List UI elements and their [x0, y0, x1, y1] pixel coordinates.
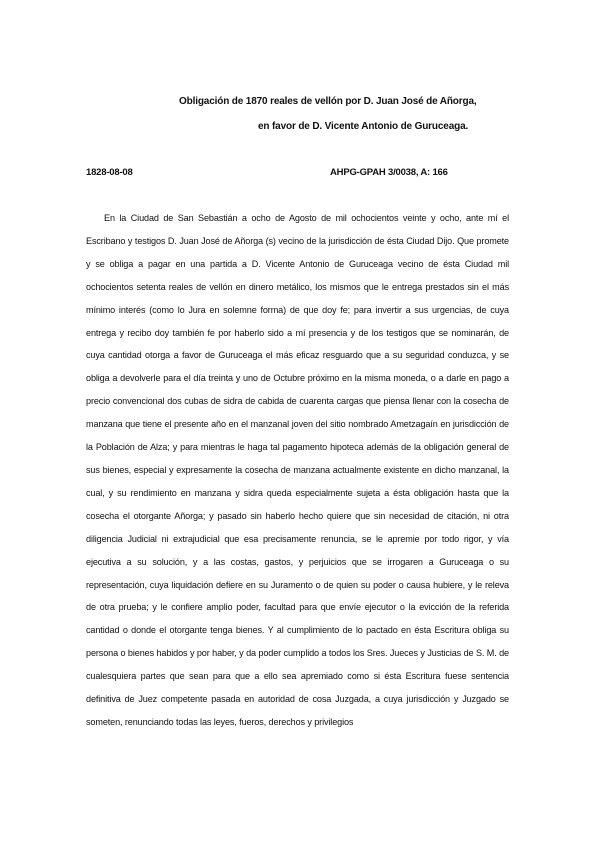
- document-title-line-2: en favor de D. Vicente Antonio de Guruceaga.: [258, 121, 469, 132]
- document-title-line-1: Obligación de 1870 reales de vellón por D. Juan José de Añorga,: [179, 96, 477, 107]
- archive-reference: AHPG-GPAH 3/0038, A: 166: [330, 167, 448, 178]
- document-date: 1828-08-08: [86, 167, 133, 178]
- document-body-paragraph: En la Ciudad de San Sebastián a ocho de Agosto de mil ochocientos veinte y ocho, ante mí el Escribano y testigos D. Juan José de Añorga (s) vecino de la jurisdicción de ésta Ciudad Dijo. Que promete y se obliga a pagar en una partida a D. Vicente Antonio de Guruceaga vecino de ésta Ciudad mil ochocientos setenta reales de vellón en dinero metálico, los mismos que le entrega prestados sin el más mínimo interés (como lo Jura en solemne forma) de que doy fe; para invertir a sus urgencias, de cuya entrega y recibo doy también fe por haberlo sido a mí presencia y de los testigos que se nominarán, de cuya cantidad otorga a favor de Guruceaga el más eficaz resguardo que a su seguridad conduzca, y se obliga a devolverle para el día treinta y uno de Octubre próximo en la misma moneda, o a darle en pago a precio convencional dos cubas de sidra de cabida de cuarenta cargas que piensa llenar con la cosecha de manzana que tiene el presente año en el manzanal joven del sitio nombrado Ametzagaín en jurisdicción de la Población de Alza; y para mientras le haga tal pagamento hipoteca además de la obligación general de sus bienes, especial y expresamente la cosecha de manzana actualmente existente en dicho manzanal, la cual, y su rendimiento en manzana y sidra queda especialmente sujeta a ésta obligación hasta que la cosecha el otorgante Añorga; y pasado sin haberlo hecho quiere que sin necesidad de citación, ni otra diligencia Judicial ni extrajudicial que esa precisamente renuncia, se le apremie por todo rigor, y vía ejecutiva a su solución, y a las costas, gastos, y perjuicios que se irrogaren a Guruceaga o su representación, cuya liquidación defiere en su Juramento o de quien su poder o causa hubiere, y le releva de otra prueba; y le confiere amplio poder, facultad para que envíe ejecutor o la evicción de la referida cantidad o donde el otorgante tenga bienes. Y al cumplimiento de lo pactado en ésta Escritura obliga su persona o bienes habidos y por haber, y da poder cumplido a todos los Sres. Jueces y Justicias de S. M. de cualesquiera partes que sean para que a ello sea apremiado como si ésta Escritura fuese sentencia definitiva de Juez competente pasada en autoridad de cosa Juzgada, a cuya jurisdicción y Juzgado se someten, renunciando todas las leyes, fueros, derechos y privilegios: [86, 213, 509, 727]
